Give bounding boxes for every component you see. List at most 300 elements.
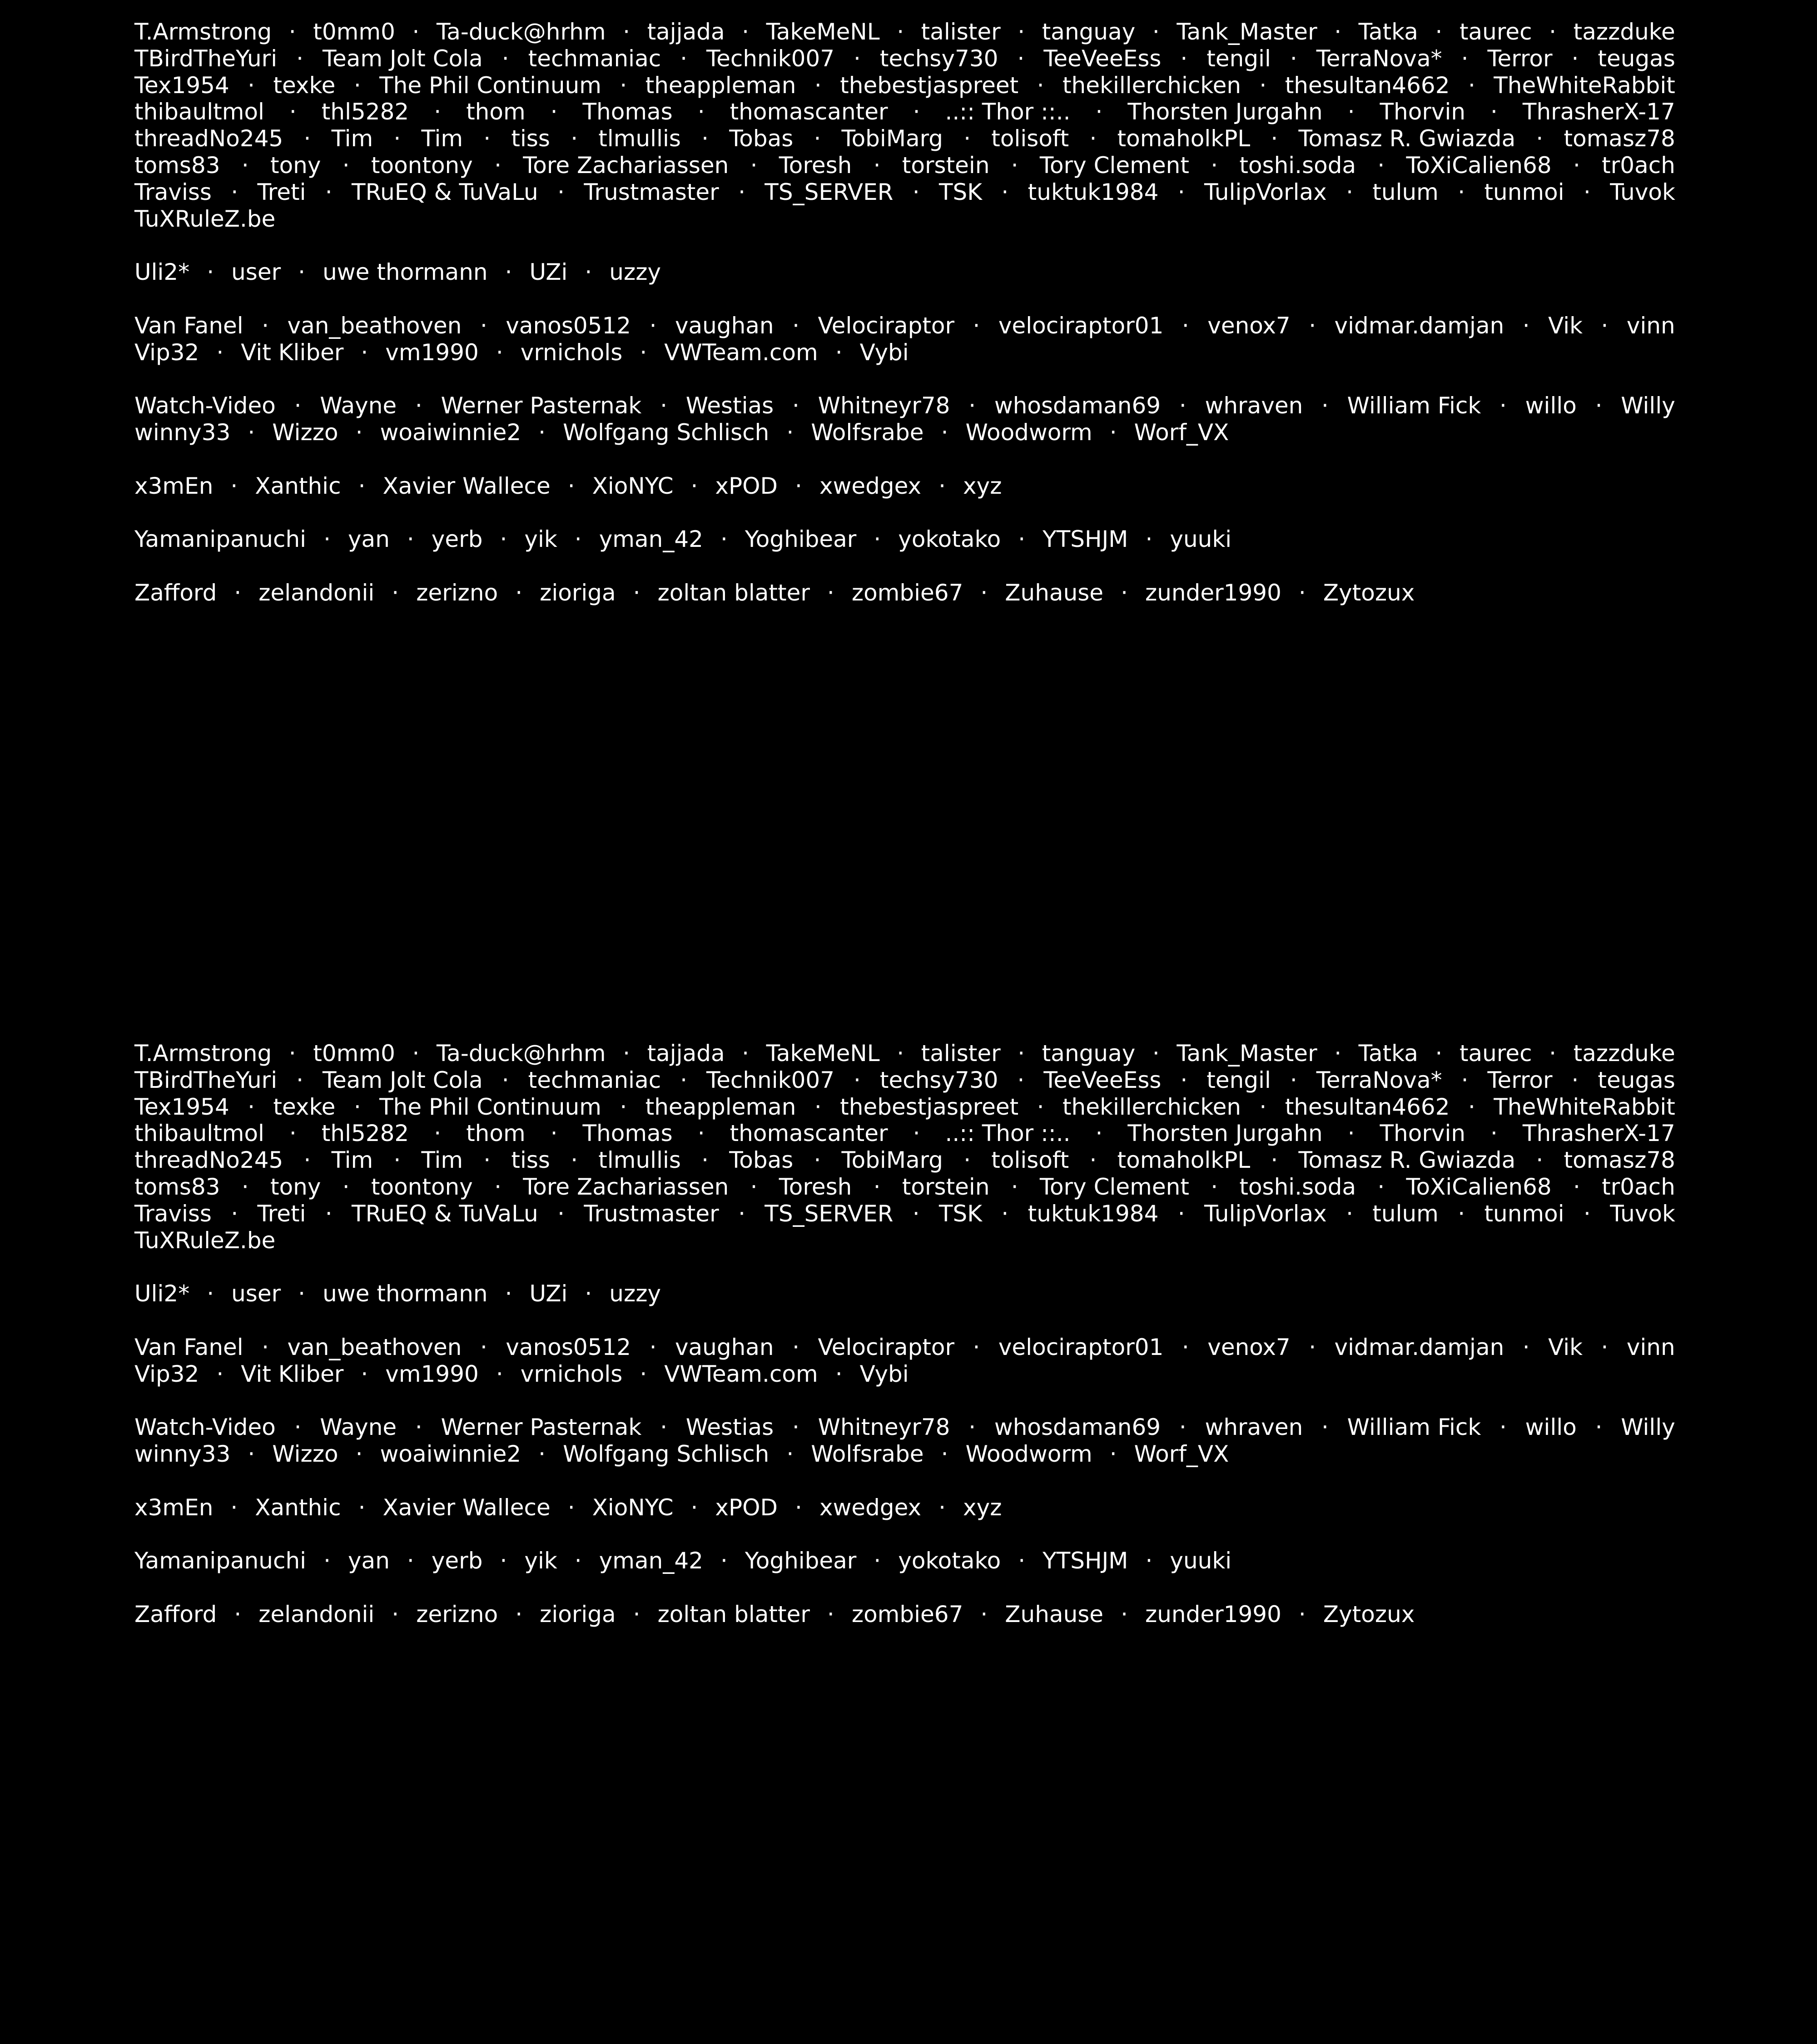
- middot-separator: ·: [1121, 579, 1128, 606]
- credit-name: Vik: [1548, 312, 1583, 339]
- middot-separator: ·: [620, 1093, 627, 1120]
- credit-name: Traviss: [134, 179, 212, 205]
- credit-name: uzzy: [609, 259, 661, 286]
- credits-paragraph: [134, 580, 1675, 606]
- credit-name: Zuhause: [1005, 579, 1104, 606]
- middot-separator: ·: [1490, 1120, 1498, 1147]
- credit-name: willo: [1525, 392, 1577, 419]
- middot-separator: ·: [393, 125, 401, 152]
- middot-separator: ·: [660, 392, 667, 419]
- credit-name: Tomasz R. Gwiazda: [1298, 1147, 1516, 1174]
- middot-separator: ·: [814, 125, 821, 152]
- credit-name: xPOD: [715, 1494, 778, 1521]
- credit-name: Tory Clement: [1039, 152, 1189, 179]
- credit-name: Tim: [421, 125, 463, 152]
- middot-separator: ·: [968, 1414, 976, 1441]
- credit-name: Tobas: [729, 1147, 794, 1174]
- middot-separator: ·: [1601, 1334, 1608, 1360]
- middot-separator: ·: [241, 152, 249, 179]
- credits-paragraph: [134, 526, 1675, 553]
- middot-separator: ·: [968, 392, 976, 419]
- credit-name: Woodworm: [965, 1440, 1092, 1467]
- middot-separator: ·: [873, 152, 881, 179]
- credit-name: TheWhiteRabbit: [1494, 1093, 1675, 1120]
- credit-name: thom: [466, 1120, 526, 1147]
- credit-name: thomascanter: [730, 99, 888, 125]
- middot-separator: ·: [567, 1494, 575, 1521]
- credit-name: zelandonii: [258, 579, 375, 606]
- middot-separator: ·: [1180, 45, 1188, 72]
- middot-separator: ·: [1321, 1414, 1329, 1441]
- middot-separator: ·: [1458, 179, 1465, 205]
- middot-separator: ·: [342, 1173, 350, 1200]
- middot-separator: ·: [742, 1040, 750, 1067]
- middot-separator: ·: [640, 1360, 647, 1387]
- credit-name: Zafford: [134, 579, 217, 606]
- middot-separator: ·: [1347, 1120, 1355, 1147]
- credit-name: Vip32: [134, 339, 199, 366]
- credit-name: taurec: [1459, 1040, 1532, 1067]
- middot-separator: ·: [973, 1334, 980, 1360]
- credit-name: ToXiCalien68: [1406, 1173, 1552, 1200]
- credit-name: tiss: [511, 125, 550, 152]
- middot-separator: ·: [1180, 1067, 1188, 1093]
- credit-name: threadNo245: [134, 125, 283, 152]
- middot-separator: ·: [1583, 1200, 1591, 1227]
- credit-name: zombie67: [851, 1601, 963, 1627]
- middot-separator: ·: [697, 1120, 705, 1147]
- middot-separator: ·: [1601, 312, 1608, 339]
- middot-separator: ·: [720, 526, 728, 553]
- middot-separator: ·: [216, 1360, 224, 1387]
- middot-separator: ·: [1177, 1200, 1185, 1227]
- credit-name: venox7: [1207, 1334, 1291, 1360]
- middot-separator: ·: [1490, 99, 1498, 125]
- credit-name: Woodworm: [965, 419, 1092, 446]
- middot-separator: ·: [1573, 152, 1580, 179]
- middot-separator: ·: [835, 339, 843, 366]
- middot-separator: ·: [874, 1548, 881, 1574]
- middot-separator: ·: [550, 99, 558, 125]
- credit-name: Xavier Wallece: [382, 472, 551, 499]
- middot-separator: ·: [690, 1494, 698, 1521]
- credit-name: Tomasz R. Gwiazda: [1298, 125, 1516, 152]
- middot-separator: ·: [792, 312, 799, 339]
- middot-separator: ·: [325, 1200, 333, 1227]
- middot-separator: ·: [296, 1067, 303, 1093]
- middot-separator: ·: [1182, 312, 1189, 339]
- credits-line: [134, 580, 1675, 606]
- middot-separator: ·: [557, 1200, 565, 1227]
- credit-name: Watch-Video: [134, 1414, 276, 1441]
- credit-name: uwe thormann: [323, 259, 488, 286]
- middot-separator: ·: [1179, 392, 1187, 419]
- credit-name: TerraNova*: [1316, 1067, 1442, 1093]
- credit-name: zelandonii: [258, 1601, 375, 1627]
- credit-name: user: [231, 259, 281, 286]
- middot-separator: ·: [1145, 526, 1153, 553]
- middot-separator: ·: [1095, 99, 1103, 125]
- credit-name: zerizno: [416, 579, 498, 606]
- credit-name: Zytozux: [1323, 579, 1415, 606]
- credit-name: tony: [270, 1173, 321, 1200]
- credit-name: ThrasherX-17: [1522, 99, 1675, 125]
- middot-separator: ·: [248, 419, 255, 446]
- middot-separator: ·: [574, 1548, 582, 1574]
- credit-name: venox7: [1207, 312, 1291, 339]
- credits-line: [134, 313, 1675, 339]
- credit-name: tiss: [511, 1147, 550, 1174]
- middot-separator: ·: [1017, 45, 1025, 72]
- middot-separator: ·: [701, 1147, 709, 1174]
- middot-separator: ·: [1259, 1093, 1267, 1120]
- credit-name: Terror: [1487, 1067, 1553, 1093]
- credit-name: Thomas: [582, 99, 673, 125]
- credits-line: [134, 1040, 1675, 1067]
- credit-name: yik: [524, 526, 557, 553]
- credit-name: texke: [273, 1093, 336, 1120]
- credit-name: Watch-Video: [134, 392, 276, 419]
- middot-separator: ·: [296, 45, 303, 72]
- credit-name: Toresh: [779, 1173, 852, 1200]
- credit-name: TuXRuleZ.be: [134, 1227, 276, 1254]
- credit-name: toms83: [134, 1173, 220, 1200]
- middot-separator: ·: [571, 125, 578, 152]
- middot-separator: ·: [814, 72, 822, 99]
- middot-separator: ·: [1211, 1173, 1218, 1200]
- credit-name: TBirdTheYuri: [134, 1067, 278, 1093]
- middot-separator: ·: [1468, 72, 1475, 99]
- middot-separator: ·: [980, 579, 988, 606]
- middot-separator: ·: [913, 99, 920, 125]
- middot-separator: ·: [1179, 1414, 1187, 1441]
- middot-separator: ·: [1152, 19, 1160, 45]
- credit-name: The Phil Continuum: [379, 72, 601, 99]
- credit-name: T.Armstrong: [134, 1040, 272, 1067]
- middot-separator: ·: [412, 19, 420, 45]
- credit-name: tanguay: [1042, 1040, 1136, 1067]
- credit-name: thesultan4662: [1285, 72, 1450, 99]
- middot-separator: ·: [234, 1601, 242, 1627]
- middot-separator: ·: [392, 579, 399, 606]
- middot-separator: ·: [480, 312, 487, 339]
- credit-name: toshi.soda: [1239, 1173, 1356, 1200]
- credits-line: [134, 152, 1675, 179]
- middot-separator: ·: [1011, 1173, 1018, 1200]
- credit-name: Treti: [257, 1200, 306, 1227]
- credit-name: yokotako: [898, 1548, 1001, 1574]
- middot-separator: ·: [1595, 392, 1603, 419]
- credits-paragraph: [134, 392, 1675, 446]
- credit-name: vidmar.damjan: [1334, 1334, 1504, 1360]
- middot-separator: ·: [1499, 1414, 1507, 1441]
- middot-separator: ·: [393, 1147, 401, 1174]
- credit-name: xyz: [963, 1494, 1002, 1521]
- credit-name: woaiwinnie2: [380, 1440, 521, 1467]
- credit-name: Yoghibear: [745, 526, 857, 553]
- credit-name: tlmullis: [598, 1147, 681, 1174]
- middot-separator: ·: [941, 1440, 948, 1467]
- credit-name: XioNYC: [592, 1494, 674, 1521]
- middot-separator: ·: [1177, 179, 1185, 205]
- middot-separator: ·: [1109, 419, 1117, 446]
- middot-separator: ·: [827, 579, 834, 606]
- credit-name: Tore Zachariassen: [523, 152, 729, 179]
- middot-separator: ·: [1290, 1067, 1297, 1093]
- credit-name: Wayne: [320, 1414, 397, 1441]
- credit-name: threadNo245: [134, 1147, 283, 1174]
- credit-name: Tank_Master: [1177, 19, 1317, 45]
- middot-separator: ·: [361, 339, 368, 366]
- middot-separator: ·: [289, 99, 297, 125]
- middot-separator: ·: [1461, 45, 1469, 72]
- credits-line: [134, 1201, 1675, 1227]
- middot-separator: ·: [407, 1548, 414, 1574]
- credit-name: tulum: [1372, 179, 1439, 205]
- credit-name: Wolfsrabe: [811, 419, 924, 446]
- middot-separator: ·: [827, 1601, 834, 1627]
- credit-name: Tex1954: [134, 72, 229, 99]
- credit-name: zunder1990: [1145, 579, 1281, 606]
- credit-name: Thomas: [582, 1120, 673, 1147]
- credit-name: tanguay: [1042, 19, 1136, 45]
- credit-name: techsy730: [879, 45, 998, 72]
- credits-line: [134, 1094, 1675, 1121]
- middot-separator: ·: [1089, 1147, 1097, 1174]
- credit-name: Uli2*: [134, 1280, 190, 1307]
- middot-separator: ·: [938, 1494, 946, 1521]
- credit-name: tolisoft: [991, 1147, 1069, 1174]
- middot-separator: ·: [483, 1147, 491, 1174]
- middot-separator: ·: [480, 1334, 487, 1360]
- middot-separator: ·: [1595, 1414, 1603, 1441]
- credit-name: ..:: Thor ::..: [945, 99, 1071, 125]
- credit-name: Willy: [1621, 392, 1675, 419]
- credit-name: whosdaman69: [994, 392, 1161, 419]
- credits-paragraph: [134, 473, 1675, 500]
- middot-separator: ·: [262, 1334, 269, 1360]
- credit-name: YTSHJM: [1043, 526, 1128, 553]
- credit-name: Tex1954: [134, 1093, 229, 1120]
- credit-name: tulum: [1372, 1200, 1439, 1227]
- middot-separator: ·: [567, 472, 575, 499]
- credit-name: Technik007: [706, 45, 835, 72]
- middot-separator: ·: [1346, 1200, 1353, 1227]
- credit-name: tomasz78: [1564, 1147, 1675, 1174]
- middot-separator: ·: [1377, 152, 1385, 179]
- credit-name: yuuki: [1170, 1548, 1232, 1574]
- credit-name: vinn: [1626, 312, 1675, 339]
- middot-separator: ·: [660, 1414, 667, 1441]
- middot-separator: ·: [912, 179, 920, 205]
- credit-name: t0mm0: [313, 1040, 395, 1067]
- middot-separator: ·: [538, 419, 546, 446]
- middot-separator: ·: [750, 152, 758, 179]
- credit-name: Tim: [331, 1147, 373, 1174]
- credit-name: Traviss: [134, 1200, 212, 1227]
- credit-name: whosdaman69: [994, 1414, 1161, 1441]
- middot-separator: ·: [720, 1548, 728, 1574]
- middot-separator: ·: [792, 392, 799, 419]
- middot-separator: ·: [1018, 1548, 1026, 1574]
- middot-separator: ·: [298, 1280, 306, 1307]
- middot-separator: ·: [207, 1280, 214, 1307]
- credit-name: Werner Pasternak: [441, 392, 642, 419]
- middot-separator: ·: [494, 1173, 501, 1200]
- credit-name: tajjada: [647, 19, 725, 45]
- credit-name: Wayne: [320, 392, 397, 419]
- credit-name: Treti: [257, 179, 306, 205]
- credit-name: zoltan blatter: [657, 579, 810, 606]
- credit-name: Tatka: [1358, 19, 1418, 45]
- middot-separator: ·: [538, 1440, 546, 1467]
- credits-line: [134, 1414, 1675, 1441]
- credit-name: yan: [348, 526, 390, 553]
- credit-name: Tatka: [1358, 1040, 1418, 1067]
- credit-name: William Fick: [1347, 1414, 1481, 1441]
- credit-name: thekillerchicken: [1062, 1093, 1241, 1120]
- credits-line: [134, 72, 1675, 99]
- credits-line: [134, 526, 1675, 553]
- middot-separator: ·: [701, 125, 709, 152]
- credit-name: VWTeam.com: [664, 1360, 818, 1387]
- middot-separator: ·: [1536, 125, 1544, 152]
- credit-name: yerb: [431, 526, 483, 553]
- credit-name: Zytozux: [1323, 1601, 1415, 1627]
- credit-name: thom: [466, 99, 526, 125]
- credit-name: William Fick: [1347, 392, 1481, 419]
- credit-name: whraven: [1205, 1414, 1303, 1441]
- middot-separator: ·: [814, 1093, 822, 1120]
- credit-name: zioriga: [540, 579, 616, 606]
- credit-name: T.Armstrong: [134, 19, 272, 45]
- middot-separator: ·: [288, 1040, 296, 1067]
- credits-line: [134, 1494, 1675, 1521]
- credits-line: [134, 1067, 1675, 1094]
- credit-name: xPOD: [715, 472, 778, 499]
- credit-name: yik: [524, 1548, 557, 1574]
- middot-separator: ·: [1458, 1200, 1465, 1227]
- credit-name: thomascanter: [730, 1120, 888, 1147]
- credit-name: TuXRuleZ.be: [134, 205, 276, 232]
- middot-separator: ·: [640, 339, 647, 366]
- credit-name: YTSHJM: [1043, 1548, 1128, 1574]
- middot-separator: ·: [1271, 125, 1278, 152]
- credit-name: Vybi: [859, 339, 909, 366]
- middot-separator: ·: [325, 179, 333, 205]
- credits-line: [134, 1601, 1675, 1628]
- middot-separator: ·: [786, 419, 794, 446]
- middot-separator: ·: [1583, 179, 1591, 205]
- credit-name: thl5282: [321, 99, 409, 125]
- credits-line: [134, 1227, 1675, 1254]
- credit-name: tengil: [1206, 1067, 1271, 1093]
- credit-name: vm1990: [385, 339, 479, 366]
- credit-name: tr0ach: [1602, 152, 1675, 179]
- credit-name: TSK: [939, 1200, 983, 1227]
- credit-name: toms83: [134, 152, 220, 179]
- credit-name: talister: [921, 19, 1001, 45]
- middot-separator: ·: [323, 526, 331, 553]
- middot-separator: ·: [248, 72, 255, 99]
- middot-separator: ·: [1334, 19, 1342, 45]
- credit-name: Wolfgang Schlisch: [563, 419, 769, 446]
- credit-name: zioriga: [540, 1601, 616, 1627]
- credit-name: teugas: [1598, 1067, 1675, 1093]
- middot-separator: ·: [515, 579, 523, 606]
- middot-separator: ·: [690, 472, 698, 499]
- middot-separator: ·: [585, 1280, 592, 1307]
- middot-separator: ·: [1536, 1147, 1544, 1174]
- credit-name: Xavier Wallece: [382, 1494, 551, 1521]
- credit-name: TS_SERVER: [765, 179, 894, 205]
- credit-name: yan: [348, 1548, 390, 1574]
- middot-separator: ·: [1298, 579, 1306, 606]
- middot-separator: ·: [697, 99, 705, 125]
- middot-separator: ·: [973, 312, 980, 339]
- credit-name: TobiMarg: [841, 125, 943, 152]
- credit-name: user: [231, 1280, 281, 1307]
- middot-separator: ·: [1468, 1093, 1475, 1120]
- credit-name: taurec: [1459, 19, 1532, 45]
- credits-line: [134, 259, 1675, 286]
- middot-separator: ·: [355, 1440, 363, 1467]
- credit-name: Vit Kliber: [241, 1360, 344, 1387]
- credits-paragraph: [134, 1601, 1675, 1628]
- middot-separator: ·: [353, 1093, 361, 1120]
- credit-name: TobiMarg: [841, 1147, 943, 1174]
- credit-name: yman_42: [599, 1548, 703, 1574]
- credit-name: uzzy: [609, 1280, 661, 1307]
- middot-separator: ·: [873, 1173, 881, 1200]
- middot-separator: ·: [1499, 392, 1507, 419]
- credit-name: talister: [921, 1040, 1001, 1067]
- credit-name: techsy730: [879, 1067, 998, 1093]
- credit-name: Yoghibear: [745, 1548, 857, 1574]
- credit-name: velociraptor01: [998, 1334, 1164, 1360]
- middot-separator: ·: [216, 339, 224, 366]
- credit-name: Tim: [421, 1147, 463, 1174]
- middot-separator: ·: [1522, 312, 1530, 339]
- credit-name: tajjada: [647, 1040, 725, 1067]
- middot-separator: ·: [294, 1414, 302, 1441]
- credit-name: Tuvok: [1610, 1200, 1675, 1227]
- middot-separator: ·: [1571, 1067, 1579, 1093]
- middot-separator: ·: [750, 1173, 758, 1200]
- middot-separator: ·: [230, 1494, 238, 1521]
- credit-name: vanos0512: [506, 312, 631, 339]
- credit-name: Thorsten Jurgahn: [1127, 99, 1323, 125]
- credit-name: Wizzo: [272, 419, 338, 446]
- credits-line: [134, 99, 1675, 125]
- credit-name: xwedgex: [819, 472, 922, 499]
- credit-name: TerraNova*: [1316, 45, 1442, 72]
- middot-separator: ·: [623, 1040, 630, 1067]
- middot-separator: ·: [434, 1120, 442, 1147]
- middot-separator: ·: [1571, 45, 1579, 72]
- middot-separator: ·: [680, 45, 688, 72]
- credit-name: Xanthic: [255, 472, 341, 499]
- middot-separator: ·: [738, 179, 745, 205]
- credits-line: [134, 473, 1675, 500]
- credits-paragraph: [134, 1280, 1675, 1307]
- credit-name: torstein: [902, 1173, 990, 1200]
- credit-name: van_beathoven: [287, 312, 462, 339]
- middot-separator: ·: [1037, 1093, 1044, 1120]
- credits-paragraph: [134, 1040, 1675, 1254]
- middot-separator: ·: [358, 472, 366, 499]
- middot-separator: ·: [912, 1200, 920, 1227]
